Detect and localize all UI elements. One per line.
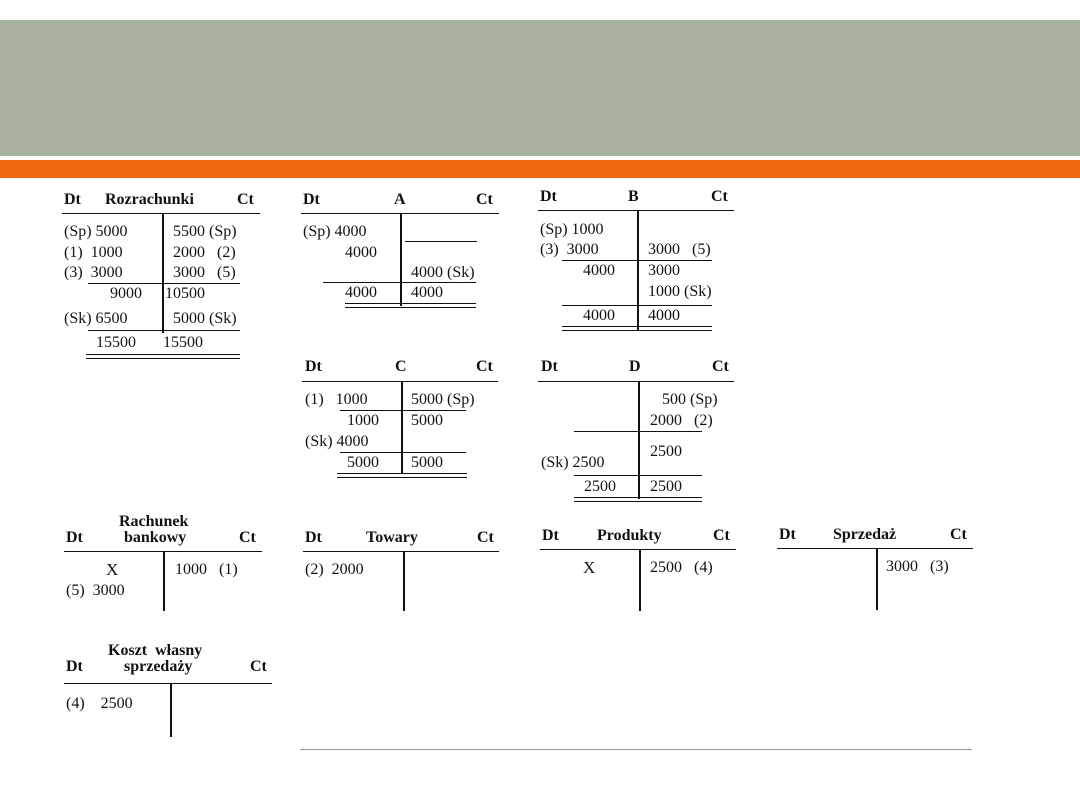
account-header-rule (540, 549, 736, 550)
ct-label: Ct (476, 358, 493, 375)
credit-closing: 1000 (Sk) (648, 283, 712, 300)
debit-subtotal: 4000 (345, 244, 377, 261)
debit-entry: (3) 3000 (64, 264, 123, 281)
credit-total: 5000 (411, 454, 443, 471)
debit-total: 4000 (345, 284, 377, 301)
account-title: Towary (366, 529, 418, 546)
debit-entry: (Sp) 5000 (64, 223, 128, 240)
account-divider (400, 213, 402, 306)
double-underline (345, 303, 476, 308)
debit-subtotal: 9000 (110, 285, 142, 302)
subtotal-rule (562, 260, 712, 261)
dt-label: Dt (64, 191, 81, 208)
dt-label: Dt (542, 527, 559, 544)
account-title-line1: Rachunek (119, 513, 189, 530)
credit-entry: 3000 (3) (886, 558, 949, 575)
total-rule (88, 330, 240, 331)
credit-closing: 4000 (Sk) (411, 264, 475, 281)
debit-entry: (4) 2500 (66, 695, 133, 712)
credit-entry: 3000 (5) (173, 264, 236, 281)
credit-entry: 5500 (Sp) (173, 223, 237, 240)
title-band (0, 20, 1080, 156)
debit-entry: (Sp) 1000 (540, 221, 604, 238)
credit-entry: 500 (Sp) (662, 391, 718, 408)
account-header-rule (303, 551, 499, 552)
empty-mark: X (106, 560, 119, 579)
debit-total: 5000 (347, 454, 379, 471)
dt-label: Dt (66, 529, 83, 546)
ct-label: Ct (712, 358, 729, 375)
debit-total: 4000 (583, 307, 615, 324)
total-rule (340, 452, 466, 453)
account-title-line2: sprzedaży (124, 658, 193, 675)
credit-entry: 1000 (1) (175, 561, 238, 578)
credit-entry: 2000 (2) (173, 244, 236, 261)
account-title-line1: Koszt własny (108, 642, 203, 659)
account-header-rule (538, 210, 734, 211)
subtotal-rule (340, 410, 466, 411)
accent-band (0, 160, 1080, 178)
debit-closing: (Sk) 2500 (541, 454, 605, 471)
dt-label: Dt (541, 358, 558, 375)
account-header-rule (538, 381, 734, 382)
debit-total: 2500 (584, 478, 616, 495)
debit-entry: (2) 2000 (305, 561, 364, 578)
subtotal-rule (574, 431, 702, 432)
credit-entry: 5000 (Sp) (411, 391, 475, 408)
credit-total: 4000 (411, 284, 443, 301)
credit-total: 4000 (648, 307, 680, 324)
credit-subtotal: 10500 (165, 285, 205, 302)
debit-entry: (Sp) 4000 (303, 223, 367, 240)
debit-total: 15500 (96, 334, 136, 351)
credit-closing: 5000 (Sk) (173, 310, 237, 327)
footer-rule (300, 749, 972, 750)
dt-label: Dt (66, 658, 83, 675)
credit-entry: 2000 (2) (650, 412, 713, 429)
credit-subtotal: 5000 (411, 412, 443, 429)
credit-total: 2500 (650, 478, 682, 495)
double-underline (574, 497, 702, 502)
empty-mark: X (583, 558, 596, 577)
account-header-rule (302, 381, 498, 382)
debit-closing: (Sk) 6500 (64, 310, 128, 327)
account-title: B (628, 188, 639, 205)
account-title: C (395, 358, 407, 375)
debit-entry: (3) 3000 (540, 241, 599, 258)
double-underline (562, 326, 712, 331)
double-underline (86, 354, 240, 359)
dt-label: Dt (305, 358, 322, 375)
total-rule (574, 475, 702, 476)
entry-rule (405, 241, 477, 242)
account-divider (637, 210, 639, 330)
ct-label: Ct (713, 527, 730, 544)
debit-subtotal: 1000 (347, 412, 379, 429)
credit-subtotal: 2500 (650, 443, 682, 460)
total-rule (562, 305, 712, 306)
account-header-rule (62, 213, 260, 214)
account-title: Rozrachunki (105, 191, 194, 208)
ct-label: Ct (250, 658, 267, 675)
dt-label: Dt (540, 188, 557, 205)
dt-label: Dt (779, 526, 796, 543)
account-divider (163, 551, 165, 611)
account-title: D (629, 358, 641, 375)
debit-entry: (5) 3000 (66, 582, 125, 599)
account-title: Produkty (597, 527, 662, 544)
double-underline (337, 473, 467, 478)
debit-subtotal: 4000 (583, 262, 615, 279)
account-divider (876, 548, 878, 610)
total-rule (323, 282, 476, 283)
account-title-line2: bankowy (124, 529, 187, 546)
ct-label: Ct (477, 529, 494, 546)
account-header-rule (64, 683, 272, 684)
ct-label: Ct (239, 529, 256, 546)
dt-label: Dt (305, 529, 322, 546)
ct-label: Ct (476, 191, 493, 208)
debit-entry: (1) 1000 (64, 244, 123, 261)
credit-subtotal: 3000 (648, 262, 680, 279)
credit-total: 15500 (163, 334, 203, 351)
account-divider (638, 381, 640, 499)
account-title: Sprzedaż (833, 526, 897, 543)
ct-label: Ct (711, 188, 728, 205)
account-title: A (394, 191, 406, 208)
dt-label: Dt (303, 191, 320, 208)
credit-entry: 2500 (4) (650, 559, 713, 576)
account-divider (162, 213, 164, 333)
account-divider (403, 551, 405, 611)
debit-closing: (Sk) 4000 (305, 433, 369, 450)
account-divider (401, 381, 403, 474)
account-divider (639, 549, 641, 611)
account-header-rule (777, 548, 973, 549)
ct-label: Ct (237, 191, 254, 208)
subtotal-rule (88, 283, 240, 284)
ct-label: Ct (950, 526, 967, 543)
credit-entry: 3000 (5) (648, 241, 711, 258)
account-divider (170, 683, 172, 737)
debit-entry: (1) 1000 (305, 391, 368, 408)
